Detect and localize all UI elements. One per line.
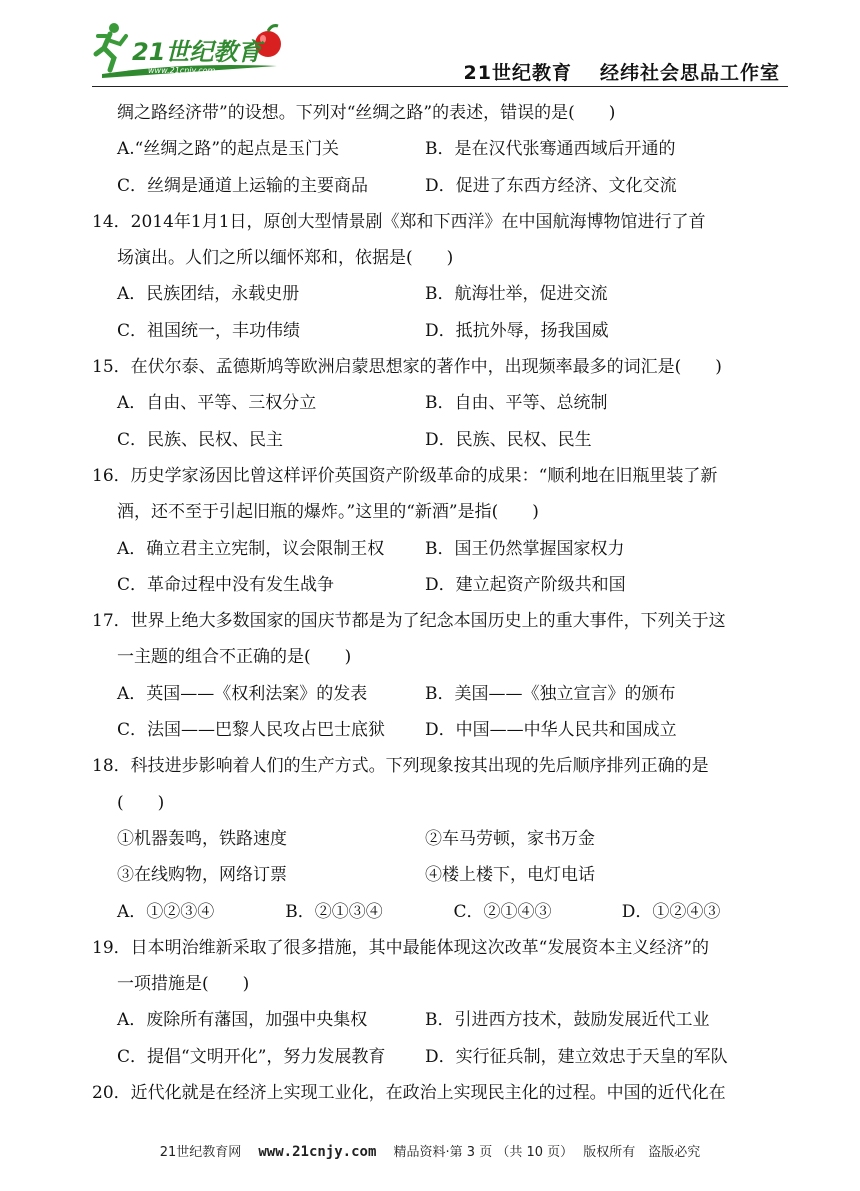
footer-rights: 版权所有 盗版必究 (583, 1145, 701, 1160)
page-footer (0, 1141, 860, 1160)
option-row (92, 567, 790, 603)
option-row (92, 821, 790, 857)
question-continuation: 场演出。人们之所以缅怀郑和，依据是( ) (117, 248, 454, 269)
option-b: ④楼上楼下，电灯电话 (425, 865, 595, 886)
option-row (92, 422, 790, 458)
option-a: C．革命过程中没有发生战争 (117, 574, 335, 595)
logo-text: 21世纪教育 (132, 38, 262, 66)
option-a: A．民族团结，永载史册 (117, 284, 300, 305)
option-b: D．抵抗外辱，扬我国威 (425, 320, 609, 341)
option-a: ③在线购物，网络订票 (117, 865, 287, 886)
option-row (92, 1002, 790, 1038)
brand-name: 21世纪教育 (463, 62, 572, 84)
option-b: D．促进了东西方经济、文化交流 (425, 175, 677, 196)
option-a: ①机器轰鸣，铁路速度 (117, 828, 287, 849)
option-b: D．民族、民权、民生 (425, 429, 592, 450)
studio-name: 经纬社会思品工作室 (599, 62, 780, 84)
option-b: B．自由、平等、总统制 (425, 393, 608, 414)
option-a: A．英国——《权利法案》的发表 (117, 683, 368, 704)
option-a: C．提倡“文明开化”，努力发展教育 (117, 1046, 386, 1067)
question-line: 14．2014年1月1日，原创大型情景剧《郑和下西洋》在中国航海博物馆进行了首 (92, 211, 706, 232)
footer-site-name: 21世纪教育网 (159, 1145, 242, 1160)
option-a: A．①②③④ (117, 901, 215, 922)
option-row (92, 168, 790, 204)
option-c: C．②①④③ (453, 901, 552, 922)
runner-icon (96, 23, 126, 70)
option-a: C．祖国统一，丰功伟绩 (117, 320, 301, 341)
option-b: B．美国——《独立宣言》的颁布 (425, 683, 676, 704)
option-row (92, 276, 790, 312)
option-b: D．实行征兵制，建立效忠于天皇的军队 (425, 1046, 728, 1067)
question-line: 17．世界上绝大多数国家的国庆节都是为了纪念本国历史上的重大事件，下列关于这 (92, 611, 726, 632)
exam-content (92, 95, 790, 1111)
option-a: C．民族、民权、民主 (117, 429, 284, 450)
option-row (92, 531, 790, 567)
option-row (92, 131, 790, 167)
question-line: 20．近代化就是在经济上实现工业化，在政治上实现民主化的过程。中国的近代化在 (92, 1083, 726, 1104)
question-line: 15．在伏尔泰、孟德斯鸠等欧洲启蒙思想家的著作中，出现频率最多的词汇是( ) (92, 357, 722, 378)
option-d: D．①②④③ (621, 901, 721, 922)
option-b: D．建立起资产阶级共和国 (425, 574, 626, 595)
footer-page-label: 精品资料·第 3 页 （共 10 页） (393, 1145, 574, 1160)
question-line: 19．日本明治维新采取了很多措施，其中最能体现这次改革“发展资本主义经济”的 (92, 937, 710, 958)
option-b: B．引进西方技术，鼓励发展近代工业 (425, 1010, 710, 1031)
question-line: 18．科技进步影响着人们的生产方式。下列现象按其出现的先后顺序排列正确的是 (92, 756, 709, 777)
option-row (92, 313, 790, 349)
option-b: B．是在汉代张骞通西域后开通的 (425, 139, 676, 160)
option-a: A．自由、平等、三权分立 (117, 393, 317, 414)
option-b: B．国王仍然掌握国家权力 (425, 538, 625, 559)
option-a: A．确立君主立宪制，议会限制王权 (117, 538, 385, 559)
header-rule (92, 86, 788, 87)
question-continuation: ( ) (117, 792, 165, 813)
option-row (92, 712, 790, 748)
question-continuation: 一项措施是( ) (117, 974, 250, 995)
option-b: B．航海壮举，促进交流 (425, 284, 608, 305)
option-row (92, 894, 790, 930)
question-continuation: 一主题的组合不正确的是( ) (117, 647, 352, 668)
option-a: A.“丝绸之路”的起点是玉门关 (117, 139, 340, 160)
option-b: ②车马劳顿，家书万金 (425, 828, 595, 849)
page-header (0, 0, 860, 92)
option-a: A．废除所有藩国，加强中央集权 (117, 1010, 368, 1031)
question-line: 16．历史学家汤因比曾这样评价英国资产阶级革命的成果：“顺利地在旧瓶里装了新 (92, 465, 718, 486)
footer-url[interactable]: www.21cnjy.com (258, 1144, 377, 1160)
option-a: C．法国——巴黎人民攻占巴士底狱 (117, 720, 386, 741)
option-row (92, 385, 790, 421)
option-b: D．中国——中华人民共和国成立 (425, 720, 677, 741)
question-continuation: 酒，还不至于引起旧瓶的爆炸。”这里的“新酒”是指( ) (117, 502, 539, 523)
site-logo (92, 14, 292, 84)
option-row (92, 676, 790, 712)
question-continuation: 绸之路经济带”的设想。下列对“丝绸之路”的表述，错误的是( ) (117, 103, 616, 123)
option-row (92, 857, 790, 893)
studio-title (464, 58, 780, 85)
option-b: B．②①③④ (285, 901, 383, 922)
option-a: C．丝绸是通道上运输的主要商品 (117, 175, 369, 196)
option-row (92, 1039, 790, 1075)
logo-url: www.21cnjy.com (148, 66, 216, 75)
